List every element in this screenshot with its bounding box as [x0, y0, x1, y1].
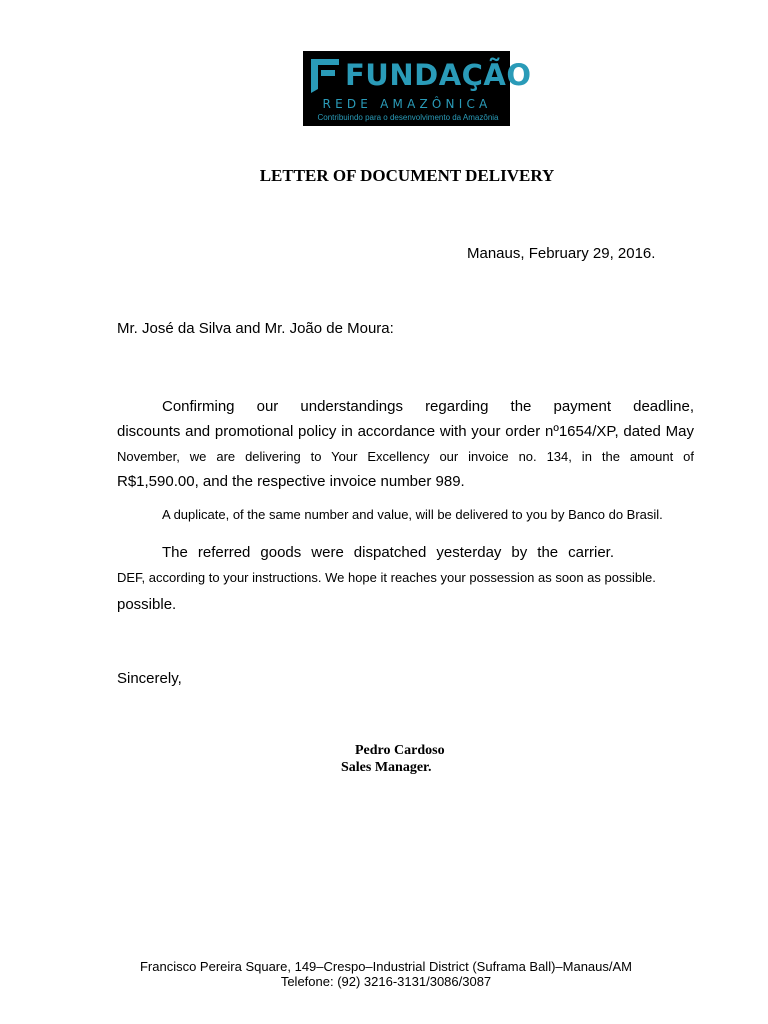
f-logo-mark-icon: [307, 55, 343, 93]
logo-subtitle: REDE AMAZÔNICA: [322, 97, 492, 111]
paragraph-line: Confirming our understandings regarding the payment deadline,: [162, 398, 694, 415]
paragraph-line: discounts and promotional policy in accordance with your order nº1654/XP, dated May: [117, 423, 694, 440]
letter-title: LETTER OF DOCUMENT DELIVERY: [259, 166, 555, 185]
footer-address: Francisco Pereira Square, 149–Crespo–Industrial District (Suframa Ball)–Manaus/AM: [139, 959, 633, 974]
footer-phone: Telefone: (92) 3216-3131/3086/3087: [280, 974, 492, 989]
logo-wordmark: FUNDAÇÃO: [345, 58, 532, 92]
signer-title: Sales Manager.: [341, 760, 432, 775]
paragraph-goods-line: possible.: [117, 596, 177, 613]
logo-tagline: Contribuindo para o desenvolvimento da Amazônia: [317, 113, 499, 122]
paragraph-duplicate: A duplicate, of the same number and value, will be delivered to you by Banco do Brasil.: [162, 507, 663, 522]
paragraph-goods-line: The referred goods were dispatched yesterday by the carrier.: [162, 544, 614, 561]
date-line: Manaus, February 29, 2016.: [467, 245, 656, 262]
paragraph-line: R$1,590.00, and the respective invoice number 989.: [117, 473, 465, 490]
foundation-logo: [303, 51, 532, 126]
paragraph-line: November, we are delivering to Your Excellency our invoice no. 134, in the amount of: [117, 449, 694, 464]
paragraph-goods-line: DEF, according to your instructions. We hope it reaches your possession as soon as possible.: [117, 570, 656, 585]
footer: [0, 959, 768, 989]
closing: Sincerely,: [117, 670, 182, 687]
signer-name: Pedro Cardoso: [355, 743, 445, 758]
salutation: Mr. José da Silva and Mr. João de Moura:: [117, 320, 394, 337]
paragraph-confirmation: [117, 394, 694, 494]
